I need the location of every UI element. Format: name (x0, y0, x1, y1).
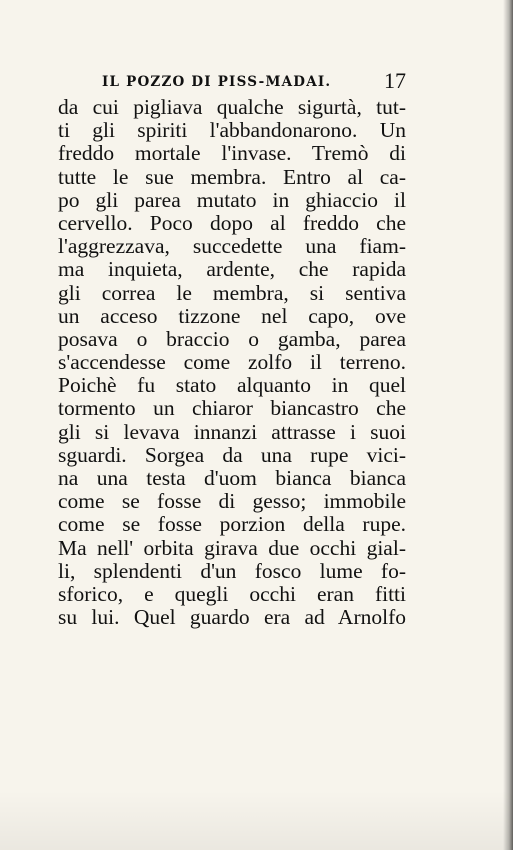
text-line: Poichè fu stato alquanto in quel (58, 374, 406, 398)
running-title: IL POZZO DI PISS-MADAI. (102, 74, 332, 90)
text-line: ti gli spiriti l'abbandonarono. Un (58, 119, 406, 143)
text-line: su lui. Quel guardo era ad Arnolfo (58, 606, 406, 630)
page-bottom-shade (0, 790, 513, 850)
text-line: come se fosse porzion della rupe. (58, 513, 406, 537)
text-line: freddo mortale l'invase. Tremò di (58, 142, 406, 166)
text-line: tormento un chiaror biancastro che (58, 397, 406, 421)
body-text (58, 96, 406, 629)
text-line: po gli parea mutato in ghiaccio il (58, 188, 406, 212)
text-line: ma inquieta, ardente, che rapida (58, 258, 406, 282)
text-line: come se fosse di gesso; immobile (58, 490, 406, 514)
text-line: un acceso tizzone nel capo, ove (58, 304, 406, 328)
text-line: sguardi. Sorgea da una rupe vici- (58, 443, 406, 467)
page-number: 17 (384, 68, 406, 93)
text-line: li, splendenti d'un fosco lume fo- (58, 559, 406, 583)
text-line: cervello. Poco dopo al freddo che (58, 211, 406, 235)
text-line: sforico, e quegli occhi eran fitti (58, 582, 406, 606)
text-line: posava o braccio o gamba, parea (58, 327, 406, 351)
page-edge-shadow (503, 0, 513, 850)
text-line: na una testa d'uom bianca bianca (58, 467, 406, 490)
text-line: l'aggrezzava, succedette una fiam- (58, 235, 406, 259)
page-header (102, 70, 406, 94)
text-line: gli si levava innanzi attrasse i suoi (58, 420, 406, 444)
text-line: tutte le sue membra. Entro al ca- (58, 165, 406, 189)
text-line: gli correa le membra, si sentiva (58, 281, 406, 305)
text-line: Ma nell' orbita girava due occhi gial- (58, 536, 406, 560)
text-line: s'accendesse come zolfo il terreno. (58, 351, 406, 375)
text-line: da cui pigliava qualche sigurtà, tut- (58, 96, 406, 119)
